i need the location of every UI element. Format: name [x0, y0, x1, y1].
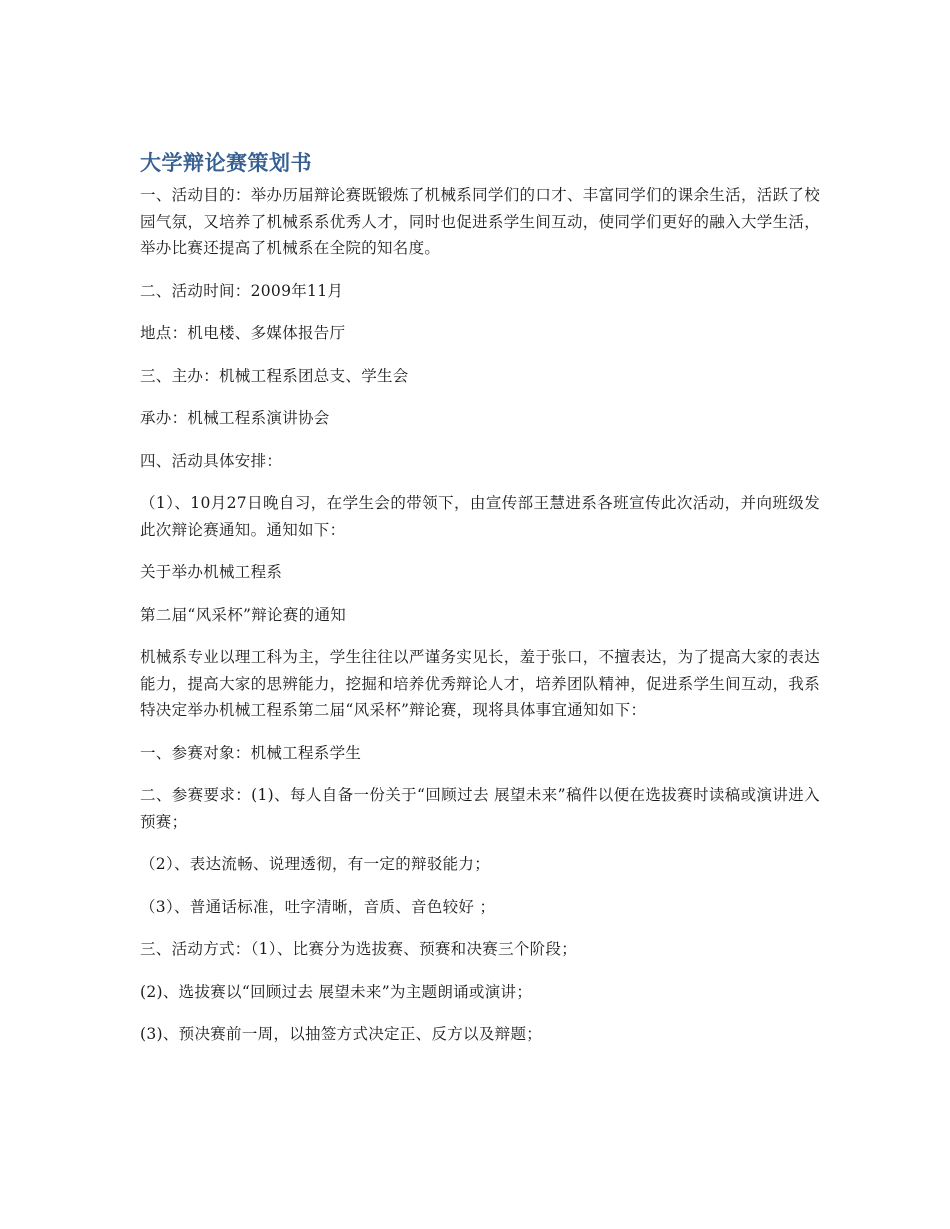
paragraph-location: 地点：机电楼、多媒体报告厅 — [140, 324, 346, 342]
paragraph-participants: 一、参赛对象：机械工程系学生 — [140, 743, 362, 762]
paragraph-method-3: (3)、预决赛前一周，以抽签方式决定正、反方以及辩题； — [140, 1025, 543, 1043]
paragraph-host: 承办：机械工程系演讲协会 — [140, 409, 330, 427]
paragraph-requirements-2: （2）、表达流畅、说理透彻，有一定的辩驳能力； — [140, 855, 491, 873]
paragraph-notice-title-2: 第二届“风采杯”辩论赛的通知 — [140, 605, 347, 624]
paragraph-time: 二、活动时间：2009年11月 — [140, 281, 344, 300]
paragraph-method-2: (2)、选拔赛以“回顾过去 展望未来”为主题朗诵或演讲； — [140, 982, 533, 1001]
paragraph-purpose: 一、活动目的：举办历届辩论赛既锻炼了机械系同学们的口才、丰富同学们的课余生活，活跃了校园气氛，又培养了机械系系优秀人才，同时也促进系学生间互动，使同学们更好的融入大学生活，举办比赛还提高了机械系在全院的知名度。 — [140, 186, 820, 257]
paragraph-method-1: 三、活动方式：（1）、比赛分为选拔赛、预赛和决赛三个阶段； — [140, 940, 578, 958]
document-page — [140, 148, 820, 1064]
paragraph-notice-title-1: 关于举办机械工程系 — [140, 563, 283, 581]
paragraph-organizer: 三、主办：机械工程系团总支、学生会 — [140, 366, 409, 385]
paragraph-requirements-3: （3）、普通话标准，吐字清晰，音质、音色较好 ； — [140, 897, 496, 916]
paragraph-schedule-heading: 四、活动具体安排： — [140, 451, 283, 470]
document-title: 大学辩论赛策划书 — [140, 151, 312, 175]
paragraph-notice-body: 机械系专业以理工科为主，学生往往以严谨务实见长，羞于张口，不擅表达，为了提高大家的表达能力，提高大家的思辨能力，挖掘和培养优秀辩论人才，培养团队精神，促进系学生间互动，我系特决定举办机械工程系第二届“风采杯”辩论赛，现将具体事宜通知如下： — [140, 648, 820, 719]
paragraph-requirements-1: 二、参赛要求：(1)、每人自备一份关于“回顾过去 展望未来”稿件以便在选拔赛时读稿或演讲进入预赛； — [140, 786, 820, 831]
paragraph-schedule-item-1: （1）、10月27日晚自习，在学生会的带领下，由宣传部王慧进系各班宣传此次活动，并向班级发此次辩论赛通知。通知如下： — [140, 494, 820, 539]
